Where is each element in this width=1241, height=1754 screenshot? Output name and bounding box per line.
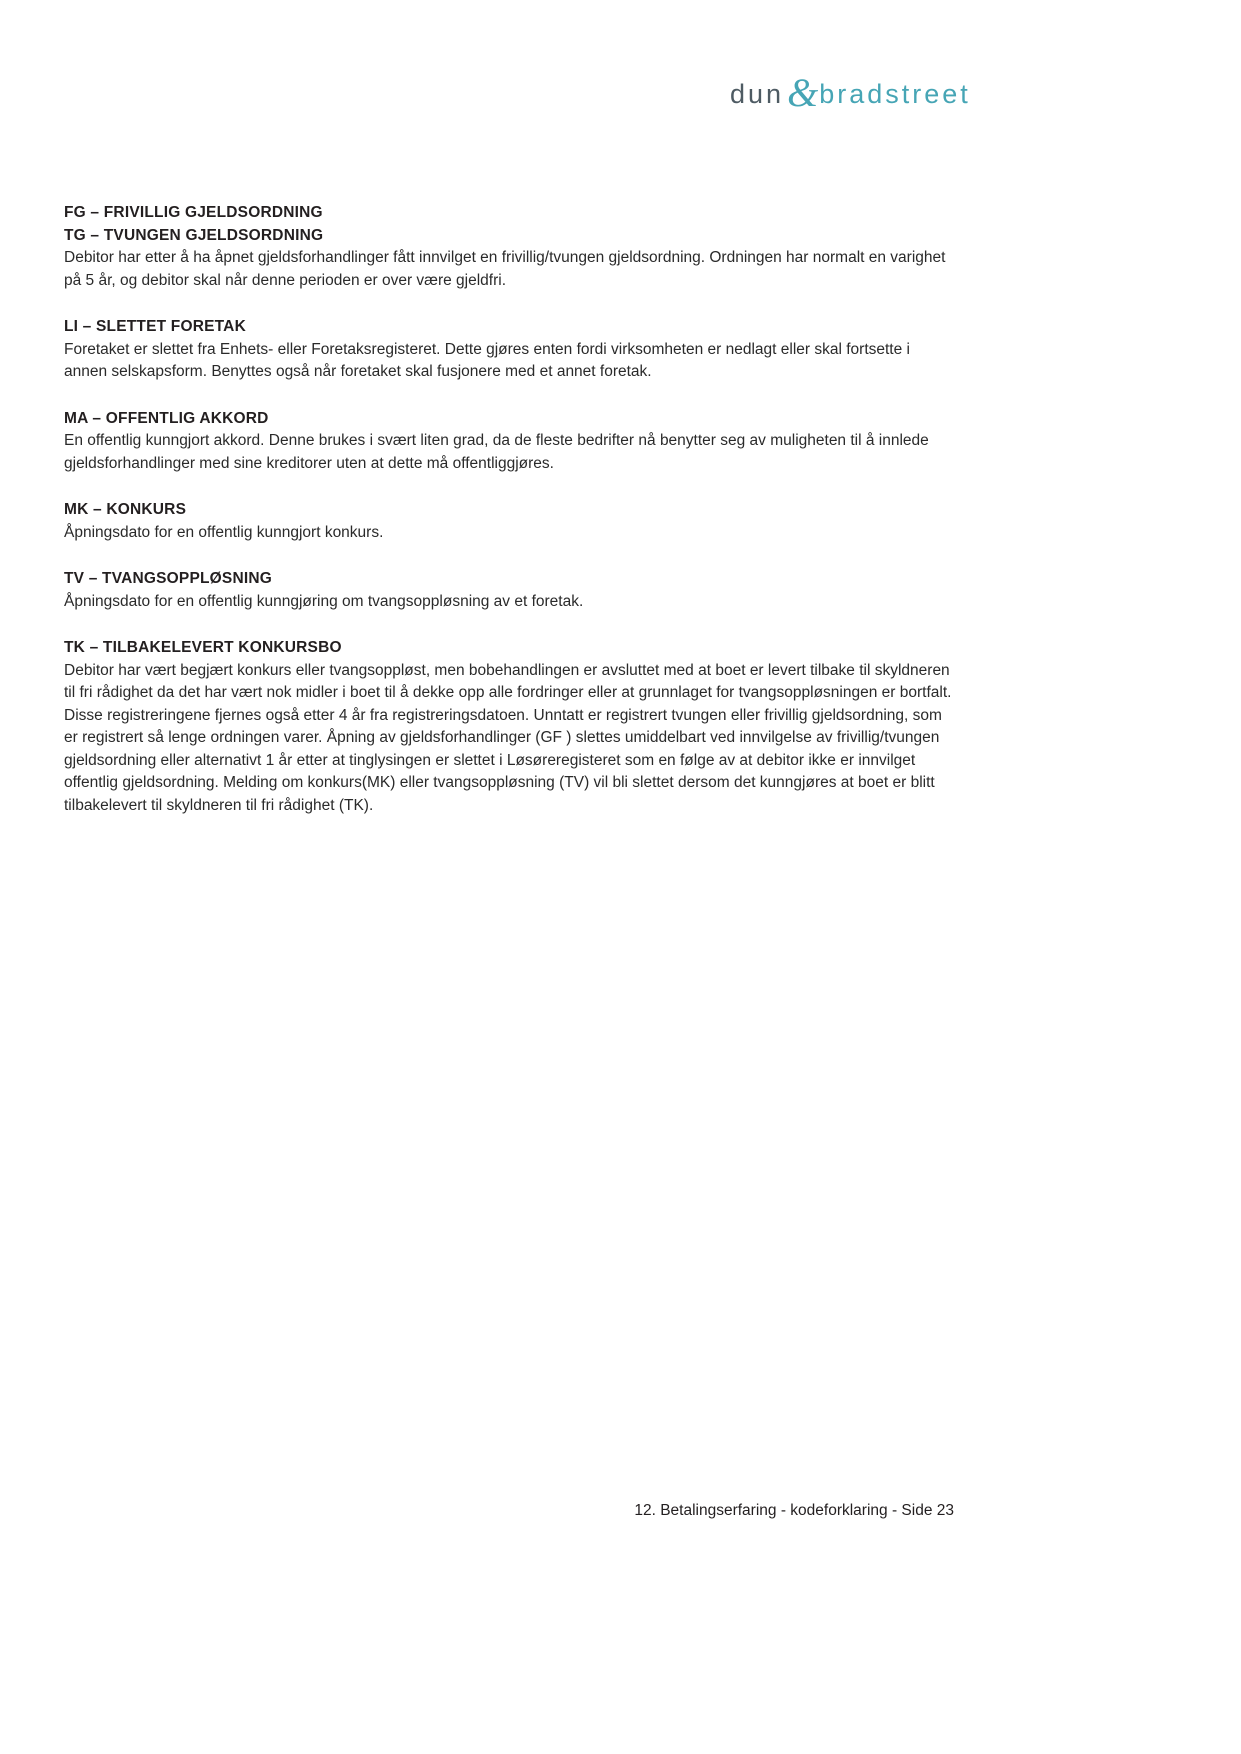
section-paragraph: Åpningsdato for en offentlig kunngjøring om tvangsoppløsning av et foretak.: [64, 592, 584, 610]
section-tk: [64, 637, 954, 817]
section-heading-li: LI – SLETTET FORETAK: [64, 318, 246, 335]
section-mk: [64, 499, 954, 544]
logo-text-dun: dun: [730, 79, 785, 109]
section-paragraph: Debitor har vært begjært konkurs eller tvangsoppløst, men bobehandlingen er avsluttet med at boet er levert tilbake til skyldneren til fri rådighet da det har vært nok midler i boet til å dekke opp alle fordringer eller at grunnlaget for tvangsoppløsningen er bortfalt. Disse registreringene fjernes også etter 4 år fra registreringsdatoen. Unntatt er registrert tvungen eller frivillig gjeldsordning, som er registrert så lenge ordningen varer. Åpning av gjeldsforhandlinger (GF ) slettes umiddelbart ved innvilgelse av frivillig/tvungen gjeldsordning eller alternativt 1 år etter at tinglysingen er slettet i Løsøreregisteret som en følge av at debitor ikke er innvilget offentlig gjeldsordning. Melding om konkurs(MK) eller tvangsoppløsning (TV) vil bli slettet dersom det kunngjøres at boet er blitt tilbakelevert til skyldneren til fri rådighet (TK).: [64, 661, 952, 814]
section-heading-ma: MA – OFFENTLIG AKKORD: [64, 409, 269, 427]
page-footer: 12. Betalingserfaring - kodeforklaring - Side 23: [634, 1502, 954, 1519]
dun-and-bradstreet-logo: [730, 70, 971, 115]
section-paragraph: Foretaket er slettet fra Enhets- eller Foretaksregisteret. Dette gjøres enten fordi virksomheten er nedlagt eller skal fortsette i annen selskapsform. Benyttes også når foretaket skal fusjonere med et annet foretak.: [64, 340, 910, 380]
section-heading-tv: TV – TVANGSOPPLØSNING: [64, 570, 273, 587]
section-tv: [64, 568, 954, 613]
section-heading-fg: FG – FRIVILLIG GJELDSORDNING: [64, 204, 323, 221]
section-li: [64, 316, 954, 384]
logo-ampersand-icon: &: [787, 70, 819, 115]
document-body: [64, 202, 954, 841]
section-heading-mk: MK – KONKURS: [64, 501, 187, 518]
section-paragraph: Åpningsdato for en offentlig kunngjort konkurs.: [64, 523, 384, 541]
section-paragraph: En offentlig kunngjort akkord. Denne brukes i svært liten grad, da de fleste bedrifter nå benytter seg av muligheten til å innlede gjeldsforhandlinger med sine kreditorer uten at dette må offentliggjøres.: [64, 432, 929, 472]
section-fg-tg: [64, 202, 954, 292]
section-heading-tg: TG – TVUNGEN GJELDSORDNING: [64, 226, 324, 244]
section-ma: [64, 408, 954, 476]
logo-text-bradstreet: bradstreet: [819, 79, 971, 109]
section-paragraph: Debitor har etter å ha åpnet gjeldsforhandlinger fått innvilget en frivillig/tvungen gjeldsordning. Ordningen har normalt en varighet på 5 år, og debitor skal når denne perioden er over være gjeldfri.: [64, 249, 946, 289]
section-heading-tk: TK – TILBAKELEVERT KONKURSBO: [64, 639, 342, 656]
